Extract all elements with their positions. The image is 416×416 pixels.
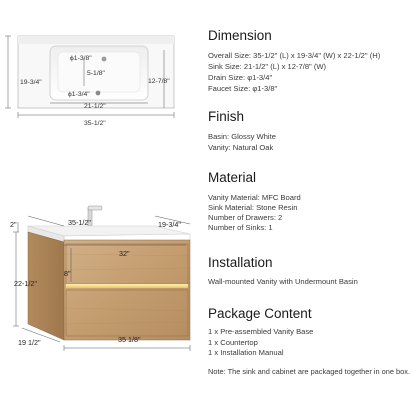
finish-line-1: Basin: Glossy White [208,132,276,141]
right-depth-label: 12-7/8" [148,78,170,85]
package-heading: Package Content [208,306,312,321]
dimension-heading: Dimension [208,28,272,43]
package-line-3: 1 x Installation Manual [208,348,284,357]
dimension-line-1: Overall Size: 35-1/2" (L) x 19-3/4" (W) x 22-1/2" (H) [208,51,381,60]
bottom-depth-label: 19 1/2" [18,338,41,347]
top-left-height-label: 2" [10,220,17,229]
led-strip [66,284,188,288]
drawer-width-label: 32" [119,249,130,258]
material-line-1: Vanity Material: MFC Board [208,193,301,202]
faucet-hole-icon [102,57,107,62]
cabinet-view [0,196,200,416]
bottom-width-label: 35 1/8" [118,335,141,344]
material-line-4: Number of Sinks: 1 [208,223,273,232]
material-line-2: Sink Material: Stone Resin [208,203,298,212]
dimension-line-2: Sink Size: 21-1/2" (L) x 12-7/8" (W) [208,62,327,71]
top-width-label: 35-1/2" [68,218,91,227]
package-line-2: 1 x Countertop [208,338,258,347]
dimension-line-3: Drain Size: φ1-3/4" [208,73,273,82]
finish-line-2: Vanity: Natural Oak [208,143,274,152]
sink-width-label: 21-1/2" [84,103,106,110]
top-depth-label: 19-3/4" [158,220,181,229]
installation-heading: Installation [208,255,273,270]
finish-heading: Finish [208,109,245,124]
left-depth-label: 19-3/4" [20,79,42,86]
product-diagrams [0,0,200,416]
overall-width-label: 35-1/2" [84,120,106,127]
drain-icon [96,91,101,96]
material-line-3: Number of Drawers: 2 [208,213,283,222]
total-height-label: 22-1/2" [14,279,37,288]
package-line-1: 1 x Pre-assembled Vanity Base [208,327,314,336]
dimension-line-4: Faucet Size: φ1-3/8" [208,84,278,93]
spec-panel [200,0,416,416]
drawer-height-label: 8" [64,269,71,278]
inner-depth-label: 5-1/8" [87,70,105,77]
material-heading: Material [208,170,257,185]
drain-left-label: ϕ1-3/8" [70,55,92,62]
package-note: Note: The sink and cabinet are packaged together in one box. [208,367,411,376]
countertop-top-view [0,0,200,135]
installation-line-1: Wall-mounted Vanity with Undermount Basin [208,277,358,286]
drain-bottom-label: ϕ1-3/4" [68,91,90,98]
